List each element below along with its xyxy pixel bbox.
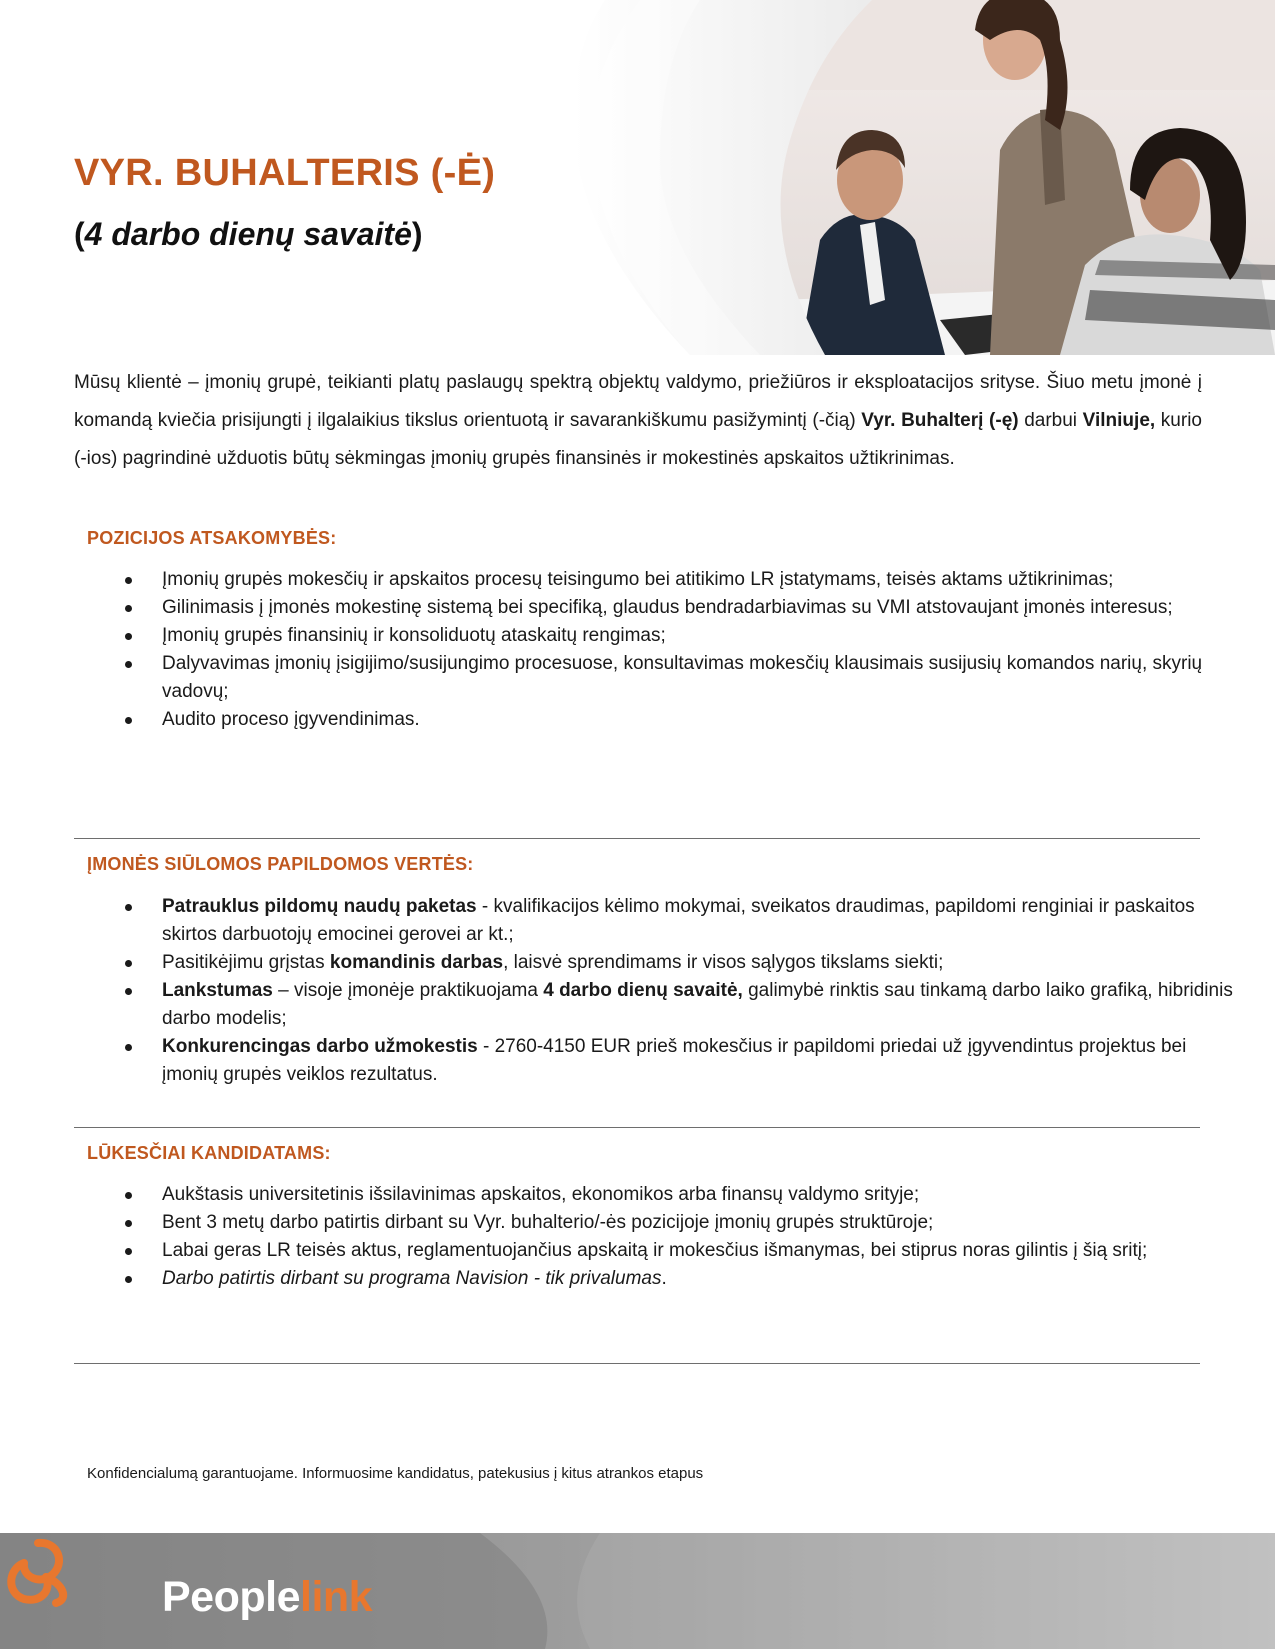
list-item [115, 650, 1235, 706]
peoplelink-logo-icon [0, 1533, 76, 1609]
bold-text: Lankstumas [162, 980, 273, 1001]
bullet-icon [125, 577, 132, 584]
divider-2 [74, 1127, 1200, 1128]
peoplelink-wordmark [162, 1573, 373, 1621]
text-run: darbui [1018, 410, 1083, 431]
footer-band [0, 1533, 1275, 1649]
intro-paragraph [74, 364, 1202, 478]
list-item [115, 1237, 1235, 1265]
list-item [115, 622, 1235, 650]
text-run: Audito proceso įgyvendinimas. [162, 709, 420, 730]
text-run: - kvalifikacijos kėlimo mokymai, sveikatos draudimas, papildomi renginiai ir paskaitos skirtos darbuotojų emocinei gerovei ar kt.; [162, 896, 1195, 945]
text-run: galimybė rinktis sau tinkamą darbo laiko grafiką, hibridinis darbo modelis; [162, 980, 1233, 1029]
benefits-list [115, 893, 1235, 1089]
page-title: VYR. BUHALTERIS (-Ė) [74, 152, 496, 194]
text-run: Įmonių grupės mokesčių ir apskaitos procesų teisingumo bei atitikimo LR įstatymams, teisės aktams užtikrinimas; [162, 569, 1114, 590]
subtitle-italic: 4 darbo dienų savaitė [84, 216, 412, 252]
list-item [115, 977, 1235, 1033]
bold-text: Patrauklus pildomų naudų paketas [162, 896, 477, 917]
bold-text: komandinis darbas [329, 952, 504, 973]
logo-word-link: link [300, 1573, 373, 1621]
confidentiality-note: Konfidencialumą garantuojame. Informuosime kandidatus, patekusius į kitus atrankos etapus [87, 1465, 704, 1482]
text-run: Aukštasis universitetinis išsilavinimas apskaitos, ekonomikos arba finansų valdymo srityje; [162, 1184, 920, 1205]
list-item [115, 706, 1235, 734]
divider-1 [74, 838, 1200, 839]
text-run: Pasitikėjimu grįstas [162, 952, 330, 973]
bullet-icon [125, 988, 132, 995]
list-item [115, 1265, 1235, 1293]
responsibilities-list [115, 566, 1235, 734]
list-item [115, 949, 1235, 977]
section-title-responsibilities: POZICIJOS ATSAKOMYBĖS: [87, 528, 337, 548]
subtitle-open-paren: ( [74, 216, 85, 252]
text-run: . [661, 1268, 667, 1289]
list-item [115, 1209, 1235, 1237]
text-run: , laisvė sprendimams ir visos sąlygos tikslams siekti; [503, 952, 944, 973]
bullet-icon [125, 605, 132, 612]
expectations-list [115, 1181, 1235, 1293]
text-run: – visoje įmonėje praktikuojama [272, 980, 544, 1001]
divider-3 [74, 1363, 1200, 1364]
italic-text: Darbo patirtis dirbant su programa Navision - tik privalumas [162, 1268, 662, 1289]
bullet-icon [125, 1220, 132, 1227]
logo-word-people: People [162, 1573, 300, 1621]
subtitle-close-paren: ) [411, 216, 423, 252]
bullet-icon [125, 1248, 132, 1255]
bullet-icon [125, 960, 132, 967]
list-item [115, 1181, 1235, 1209]
section-title-benefits: ĮMONĖS SIŪLOMOS PAPILDOMOS VERTĖS: [87, 854, 474, 874]
list-item [115, 1033, 1235, 1089]
text-run: Įmonių grupės finansinių ir konsoliduotų ataskaitų rengimas; [162, 625, 666, 646]
text-run: kurio (-ios) pagrindinė užduotis būtų sėkmingas įmonių grupės finansinės ir mokestinės apskaitos užtikrinimas. [74, 410, 1202, 469]
list-item [115, 566, 1235, 594]
bullet-icon [125, 1276, 132, 1283]
section-title-expectations: LŪKESČIAI KANDIDATAMS: [87, 1143, 331, 1163]
bullet-icon [125, 661, 132, 668]
list-item [115, 594, 1235, 622]
bullet-icon [125, 717, 132, 724]
text-run: Gilinimasis į įmonės mokestinę sistemą bei specifiką, glaudus bendradarbiavimas su VMI atstovaujant įmonės interesus; [162, 597, 1173, 618]
bullet-icon [125, 1044, 132, 1051]
bullet-icon [125, 633, 132, 640]
bold-text: Vyr. Buhalterį (-ę) [861, 410, 1019, 431]
text-run: Dalyvavimas įmonių įsigijimo/susijungimo procesuose, konsultavimas mokesčių klausimais susijusių komandos narių, skyrių vadovų; [162, 653, 1203, 702]
text-run: Mūsų klientė – įmonių grupė, teikianti platų paslaugų spektrą objektų valdymo, priežiūros ir eksploatacijos srityse. Šiuo metu įmonė į komandą kviečia prisijungti į ilgalaikius tikslus orientuotą ir savarankiškumu pasižymintį (-čią) [74, 372, 1202, 431]
bold-text: 4 darbo dienų savaitė, [543, 980, 743, 1001]
bold-text: Vilniuje, [1082, 410, 1156, 431]
bold-text: Konkurencingas darbo užmokestis [162, 1036, 478, 1057]
text-run: - 2760-4150 EUR prieš mokesčius ir papildomi priedai už įgyvendintus projektus bei įmonių grupės veiklos rezultatus. [162, 1036, 1187, 1085]
text-run: Labai geras LR teisės aktus, reglamentuojančius apskaitą ir mokesčius išmanymas, bei stiprus noras gilintis į šią sritį; [162, 1240, 1148, 1261]
bullet-icon [125, 1192, 132, 1199]
text-run: Bent 3 metų darbo patirtis dirbant su Vyr. buhalterio/-ės pozicijoje įmonių grupės struktūroje; [162, 1212, 934, 1233]
bullet-icon [125, 904, 132, 911]
page-subtitle [74, 216, 423, 253]
list-item [115, 893, 1235, 949]
